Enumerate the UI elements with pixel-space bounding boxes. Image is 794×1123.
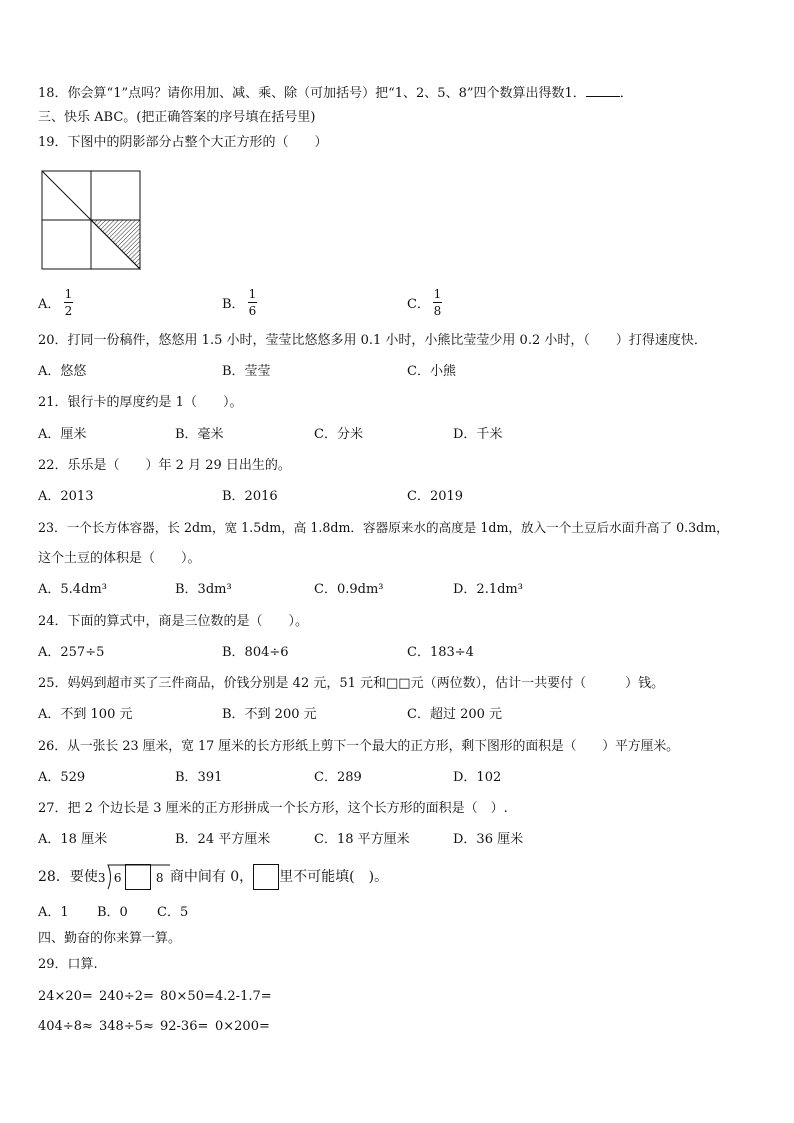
fraction-one-sixth: 1 6 <box>248 287 257 318</box>
q19-option-a[interactable]: A． <box>38 297 61 312</box>
section-3-title: 三、快乐 ABC。(把正确答案的序号填在括号里) <box>38 110 316 125</box>
question-18-text: 18．你会算“1”点吗？请你用加、减、乘、除（可加括号）把“1、2、5、8”四个数算出得数1． <box>38 86 586 101</box>
dividend-digit-1: 6 <box>113 871 122 885</box>
square-diagram <box>41 170 142 271</box>
q26-option-c[interactable]: C．289 <box>314 770 362 785</box>
calc-item[interactable]: 0×200= <box>215 1019 270 1034</box>
q22-option-b[interactable]: B．2016 <box>222 489 278 504</box>
question-28 <box>38 864 388 890</box>
question-27-text: 27．把 2 个边长是 3 厘米的正方形拼成一个长方形，这个长方形的面积是（ ）. <box>38 801 508 816</box>
question-29-text: 29．口算. <box>38 957 98 972</box>
calc-item[interactable]: 240÷2= <box>99 989 154 1004</box>
q20-option-b[interactable]: B．莹莹 <box>222 364 271 379</box>
q24-option-b[interactable]: B．804÷6 <box>222 645 289 660</box>
question-18: 18．你会算“1”点吗？请你用加、减、乘、除（可加括号）把“1、2、5、8”四个数算出得数1． ． <box>38 86 633 101</box>
divisor: 3 <box>97 871 106 885</box>
q20-option-a[interactable]: A．悠悠 <box>38 364 87 379</box>
q24-option-a[interactable]: A．257÷5 <box>38 645 105 660</box>
calc-item[interactable]: 92-36= <box>160 1019 209 1034</box>
answer-box[interactable] <box>253 864 279 890</box>
question-21-text: 21．银行卡的厚度约是 1（ ）。 <box>38 395 243 410</box>
q21-option-d[interactable]: D．千米 <box>453 427 503 442</box>
q25-option-c[interactable]: C．超过 200 元 <box>407 707 503 722</box>
q22-option-c[interactable]: C．2019 <box>407 489 464 504</box>
question-23-line-1: 23．一个长方体容器，长 2dm，宽 1.5dm，高 1.8dm．容器原来水的高度是 1dm，放入一个土豆后水面升高了 0.3dm， <box>38 520 729 535</box>
calc-item[interactable]: 348÷5≈ <box>99 1019 154 1034</box>
question-28-suffix: 里不可能填( )。 <box>279 869 389 885</box>
q23-option-c[interactable]: C．0.9dm³ <box>314 582 384 597</box>
q24-option-c[interactable]: C．183÷4 <box>407 645 474 660</box>
q26-option-d[interactable]: D．102 <box>453 770 502 785</box>
answer-blank[interactable] <box>586 84 620 97</box>
question-24-text: 24．下面的算式中，商是三位数的是（ ）。 <box>38 614 309 629</box>
q27-option-a[interactable]: A．18 厘米 <box>38 832 108 847</box>
question-22-text: 22．乐乐是（ ）年 2 月 29 日出生的。 <box>38 458 291 473</box>
question-28-prefix: 28．要使 <box>38 869 98 885</box>
fraction-one-eighth: 1 8 <box>433 287 442 318</box>
q27-option-c[interactable]: C．18 平方厘米 <box>314 832 410 847</box>
q22-option-a[interactable]: A．2013 <box>38 489 94 504</box>
calc-item[interactable]: 24×20= <box>38 989 93 1004</box>
q26-option-b[interactable]: B．391 <box>175 770 223 785</box>
fraction-one-half: 1 2 <box>64 287 73 318</box>
dividend-digit-3: 8 <box>155 871 164 885</box>
shaded-region <box>91 220 140 269</box>
calc-item[interactable]: 80×50= <box>160 989 215 1004</box>
calc-item[interactable]: 404÷8≈ <box>38 1019 93 1034</box>
q27-option-d[interactable]: D．36 厘米 <box>453 832 524 847</box>
calc-item[interactable]: 4.2-1.7= <box>215 989 272 1004</box>
q28-option-a[interactable]: A．1 <box>38 905 69 920</box>
division-expression <box>98 864 170 890</box>
q21-option-c[interactable]: C．分米 <box>314 427 363 442</box>
q21-option-a[interactable]: A．厘米 <box>38 427 87 442</box>
question-19-text: 19．下图中的阴影部分占整个大正方形的（ ） <box>38 135 328 150</box>
q28-option-c[interactable]: C．5 <box>157 905 189 920</box>
q25-option-a[interactable]: A．不到 100 元 <box>38 707 133 722</box>
dividend-box[interactable] <box>125 864 151 890</box>
q27-option-b[interactable]: B．24 平方厘米 <box>175 832 271 847</box>
q23-option-b[interactable]: B．3dm³ <box>175 582 232 597</box>
q20-option-c[interactable]: C．小熊 <box>407 364 456 379</box>
q23-option-d[interactable]: D．2.1dm³ <box>453 582 523 597</box>
q26-option-a[interactable]: A．529 <box>38 770 86 785</box>
question-20-text: 20．打同一份稿件，悠悠用 1.5 小时，莹莹比悠悠多用 0.1 小时，小熊比莹莹少用 0.2 小时，（ ）打得速度快． <box>38 333 707 348</box>
question-25-text: 25．妈妈到超市买了三件商品，价钱分别是 42 元，51 元和□□元（两位数），估计一共要付（ ）钱。 <box>38 676 665 691</box>
q21-option-b[interactable]: B．毫米 <box>175 427 224 442</box>
q28-option-b[interactable]: B．0 <box>97 905 128 920</box>
q25-option-b[interactable]: B．不到 200 元 <box>222 707 317 722</box>
question-28-middle: 商中间有 0， <box>169 869 254 885</box>
q19-option-b[interactable]: B． <box>222 297 245 312</box>
section-4-title: 四、勤奋的你来算一算。 <box>38 931 182 946</box>
q23-option-a[interactable]: A．5.4dm³ <box>38 582 107 597</box>
question-26-text: 26．从一张长 23 厘米，宽 17 厘米的长方形纸上剪下一个最大的正方形，剩下图形的面积是（ ）平方厘米。 <box>38 739 679 754</box>
question-23-line-2: 这个土豆的体积是（ ）。 <box>38 551 201 566</box>
q19-option-c[interactable]: C． <box>407 297 430 312</box>
